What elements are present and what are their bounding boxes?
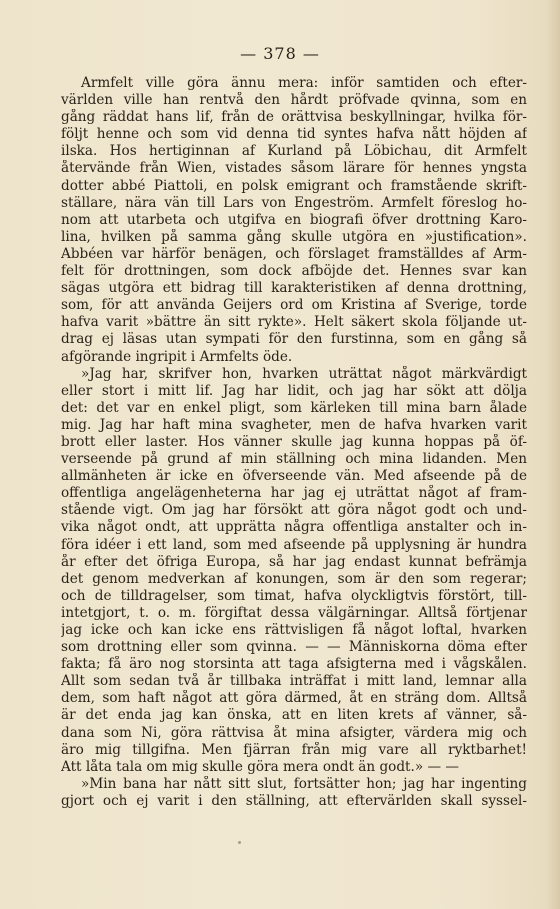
text-line: Abbéen var härför benägen, och förslaget framställdes af Arm-	[61, 245, 527, 262]
text-line: dotter abbé Piattoli, en polsk emigrant och framstående skrift-	[61, 177, 527, 194]
text-line: som drottning eller som qvinna. — — Människorna döma efter	[61, 639, 527, 656]
text-line: äro mig tillgifna. Men fjärran från mig vare all ryktbarhet!	[61, 741, 527, 758]
text-line: jag icke och kan icke ens rättvisligen få något loftal, hvarken	[61, 622, 527, 638]
text-line: föra idéer i ett land, som med afseende på upplysning är hundra	[61, 536, 527, 553]
text-line: dem, som haft något att göra därmed, åt en sträng dom. Alltså	[61, 690, 527, 707]
text-line: hafva varit »bättre än sitt rykte». Helt säkert skola följande ut-	[61, 314, 527, 331]
text-line: världen ville han rentvå den hårdt pröfvade qvinna, som en	[61, 92, 527, 109]
text-line: fakta; få äro nog storsinta att taga afsigterna med i vågskålen.	[61, 656, 527, 673]
text-line: gång räddat hans lif, från de orättvisa beskyllningar, hvilka för-	[61, 109, 527, 126]
text-line: mig. Jag har haft mina svagheter, men de hafva hvarken varit	[61, 416, 527, 433]
text-line: som, för att använda Geijers ord om Kristina af Sverige, torde	[61, 297, 527, 314]
text-line: eller stort i mitt lif. Jag har lidit, och jag har sökt att dölja	[61, 382, 527, 399]
text-line: nom att utarbeta och utgifva en biografi öfver drottning Karo-	[61, 211, 527, 228]
page-number: — 378 —	[240, 44, 320, 63]
text-line: felt för drottningen, som dock afböjde det. Hennes svar kan	[61, 263, 527, 280]
body-text	[61, 75, 527, 810]
text-line: det genom medverkan af konungen, som är den som regerar;	[61, 570, 527, 587]
text-line: följt henne och som vid denna tid syntes hafva nått höjden af	[61, 126, 527, 143]
text-line: offentliga angelägenheterna har jag ej uträttat något af fram-	[61, 485, 527, 502]
text-line: »Min bana har nått sitt slut, fortsätter hon; jag har ingenting	[81, 775, 527, 792]
text-line: ilska. Hos hertiginnan af Kurland på Löbichau, dit Armfelt	[61, 143, 527, 160]
text-line: Att låta tala om mig skulle göra mera ondt än godt.» — —	[61, 758, 459, 775]
text-line: det: det var en enkel pligt, som kärleken till mina barn ålade	[61, 399, 527, 416]
text-line: brott eller laster. Hos vänner skulle jag kunna hoppas på öf-	[61, 433, 527, 450]
text-line: Armfelt ville göra ännu mera: inför samtiden och efter-	[81, 75, 527, 91]
text-line: lina, hvilken på samma gång skulle utgöra en »justification».	[61, 228, 527, 245]
text-line: »Jag har, skrifver hon, hvarken uträttat något märkvärdigt	[81, 365, 527, 382]
text-line: allmänheten är icke en öfverseende vän. Med afseende på de	[61, 468, 527, 485]
text-line: dana som Ni, göra rättvisa åt mina afsigter, värdera mig och	[61, 724, 527, 741]
text-line: vika något ondt, att upprätta några offentliga anstalter och in-	[61, 519, 527, 536]
text-line: stående vigt. Om jag har försökt att göra något godt och und-	[61, 502, 527, 519]
paper-speck	[238, 841, 241, 844]
page-edge-shadow	[546, 0, 560, 909]
text-line: verseende på grund af min ställning och mina lidanden. Men	[61, 451, 527, 468]
text-line: år efter det öfriga Europa, så har jag endast kunnat befrämja	[61, 553, 527, 570]
text-line: och de tilldragelser, som timat, hafva olyckligtvis förstört, till-	[61, 587, 527, 604]
text-line: intetgjort, t. o. m. förgiftat dessa välgärningar. Alltså förtjenar	[61, 604, 527, 621]
text-line: gjort och ej varit i den ställning, att eftervärlden skall syssel-	[61, 792, 527, 809]
text-line: Allt som sedan två år tillbaka inträffat i mitt land, lemnar alla	[61, 673, 527, 690]
text-line: är det enda jag kan önska, att en liten krets af vänner, så-	[61, 707, 527, 724]
text-line: afgörande ingripit i Armfelts öde.	[61, 348, 293, 365]
text-line: ställare, nära vän till Lars von Engeström. Armfelt föreslog ho-	[61, 194, 527, 211]
text-line: drag ej läsas utan sympati för den furstinna, som en gång så	[61, 331, 527, 348]
text-line: återvände från Wien, vistades såsom lärare för hennes yngsta	[61, 160, 527, 177]
text-line: sägas utgöra ett bidrag till karakteristiken af denna drottning,	[61, 280, 527, 297]
